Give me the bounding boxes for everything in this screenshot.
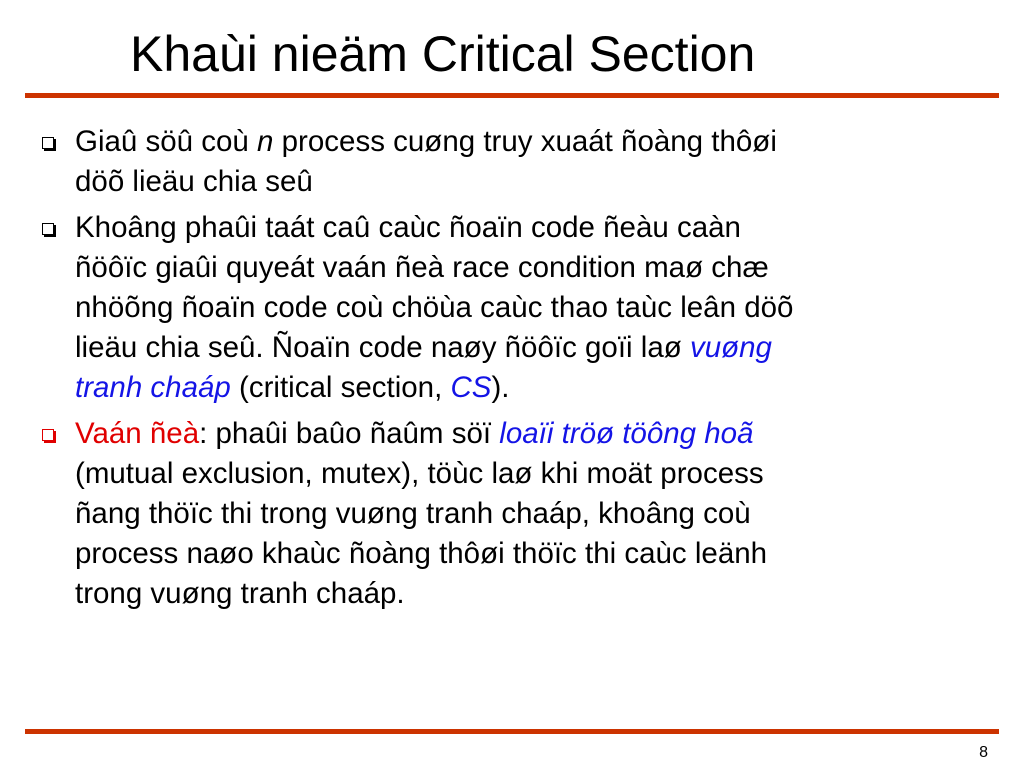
text-run: (critical section, [230,371,451,404]
bullet-2-line-5 [75,368,1002,408]
text-run: Giaû söû coù [75,125,258,158]
slide-title: Khaùi nieäm Critical Section [130,26,756,82]
bullet-3-line-2: (mutual exclusion, mutex), töùc laø khi moät process [75,457,764,490]
page-number: 8 [979,744,988,761]
bullet-3-line-5: trong vuøng tranh chaáp. [75,577,405,610]
square-bullet-icon [42,223,54,235]
bullet-item-3 [42,414,1002,614]
italic-variable: n [257,125,274,158]
bullet-item-2 [42,208,1002,408]
square-bullet-icon [42,137,54,149]
highlight-term: tranh chaáp [75,371,231,404]
bullet-2-line-2: ñöôïc giaûi quyeát vaán ñeà race condition maø chæ [75,251,769,284]
bullet-2-line-4 [75,328,1002,368]
bullet-3-line-1 [75,414,1002,454]
bullet-1-line-1 [75,122,1002,162]
bullet-2-line-3: nhöõng ñoaïn code coù chöùa caùc thao taùc leân döõ [75,291,794,324]
text-run: ). [491,371,510,404]
bullet-list [42,122,1002,620]
text-run: process cuøng truy xuaát ñoàng thôøi [273,125,777,158]
square-bullet-icon [42,429,54,441]
text-run: : phaûi baûo ñaûm söï [199,417,500,450]
bullet-item-1 [42,122,1002,202]
bullet-2-line-1: Khoâng phaûi taát caû caùc ñoaïn code ñeàu caàn [75,211,741,244]
title-divider [25,93,999,98]
footer-divider [25,729,999,734]
bullet-1-line-2: döõ lieäu chia seû [75,165,313,198]
problem-label: Vaán ñeà [75,417,200,450]
text-run: lieäu chia seû. Ñoaïn code naøy ñöôïc goïi laø [75,331,690,364]
highlight-term: loaïi tröø töông hoã [499,417,754,450]
highlight-term: CS [450,371,492,404]
bullet-3-line-4: process naøo khaùc ñoàng thôøi thöïc thi caùc leänh [75,537,768,570]
highlight-term: vuøng [689,331,772,364]
bullet-3-line-3: ñang thöïc thi trong vuøng tranh chaáp, khoâng coù [75,497,751,530]
